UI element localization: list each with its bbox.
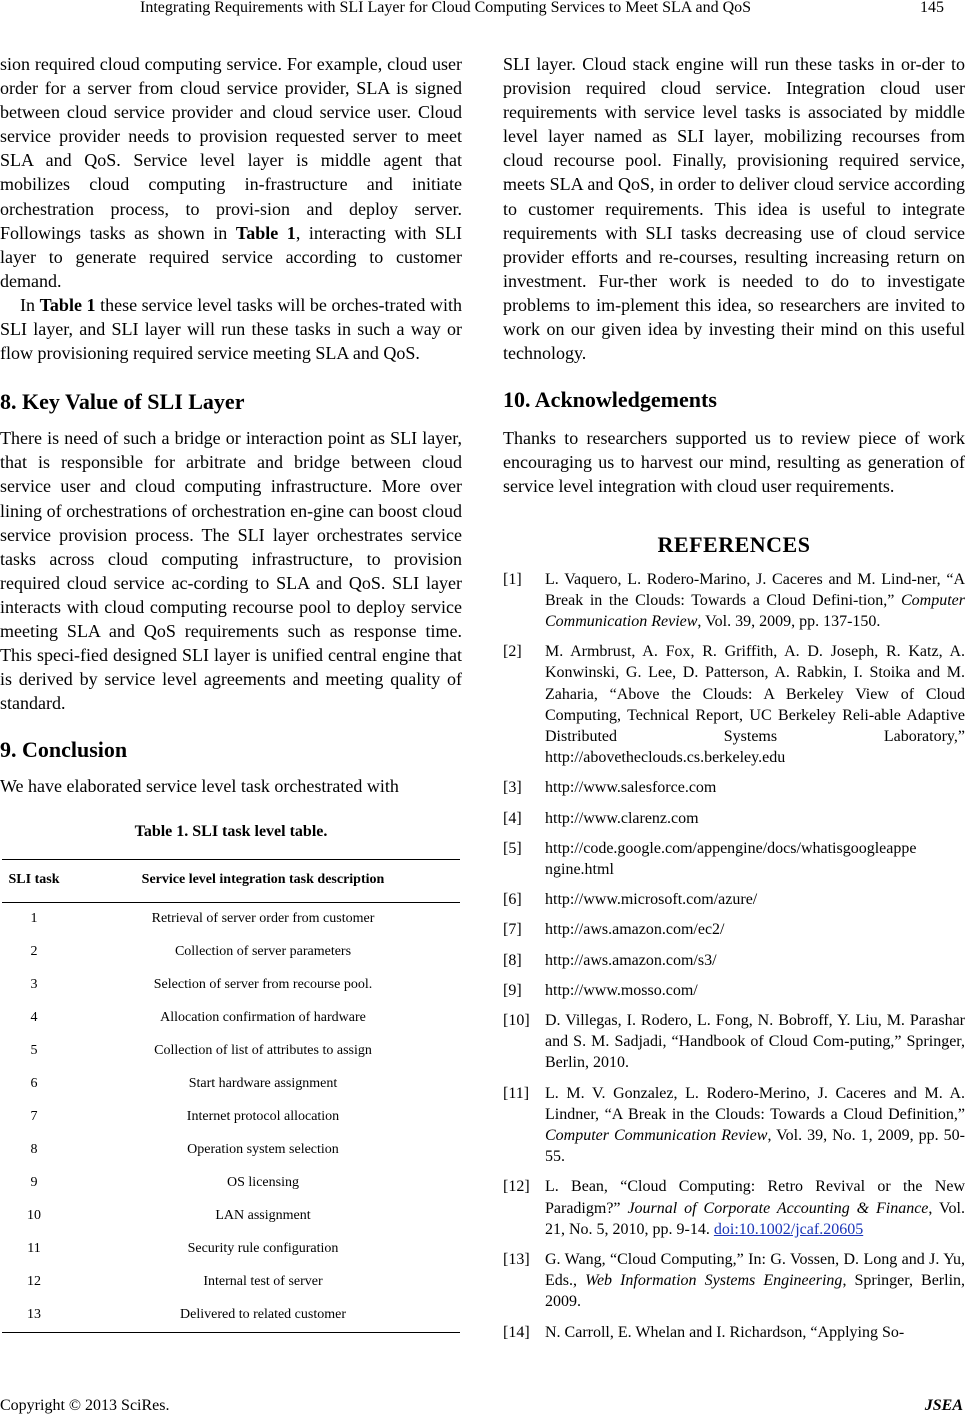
reference-item: [7] http://aws.amazon.com/ec2/	[503, 921, 725, 939]
table-row: 2 Collection of server parameters	[30, 943, 352, 959]
page-number: 145	[920, 0, 944, 16]
sli-task-table	[2, 859, 460, 1333]
table-row: 10 LAN assignment	[27, 1207, 311, 1223]
reference-item: [2] M. Armbrust, A. Fox, R. Griffith, A. D. Joseph, R. Katz, A. Konwinski, G. Lee, D. Patterson, A. Rabkin, I. Stoika and M. Zaharia, “Above the Clouds: A Berkeley View of Cloud Computing, Technical Report, UC Berkeley Reli-able Adaptive Distributed Systems Laboratory,” http://abovetheclouds.cs.berkeley.edu	[503, 643, 965, 767]
reference-item: [9] http://www.mosso.com/	[503, 981, 698, 999]
table-row: 12 Internal test of server	[27, 1273, 323, 1289]
table-header-row	[2, 859, 460, 902]
reference-item: [12] L. Bean, “Cloud Computing: Retro Revival or the New Paradigm?” Journal of Corporate Accounting & Finance, Vol. 21, No. 5, 2010, pp. 9-14. doi:10.1002/jcaf.20605	[503, 1178, 965, 1238]
table-row: 11 Security rule configuration	[27, 1240, 339, 1256]
reference-item: [1] L. Vaquero, L. Rodero-Marino, J. Caceres and M. Lind-ner, “A Break in the Clouds: Towards a Cloud Defini-tion,” Computer Communication Review, Vol. 39, 2009, pp. 137-150.	[503, 570, 965, 630]
reference-item: [3] http://www.salesforce.com	[503, 779, 717, 797]
section-heading-8: 8. Key Value of SLI Layer	[0, 389, 245, 415]
table-row: 13 Delivered to related customer	[2, 1299, 460, 1333]
column-header-task: SLI task	[2, 859, 66, 902]
paragraph-key-value: There is need of such a bridge or interaction point as SLI layer, that is responsible for arbitrate and bridge between cloud service user and cloud computing infrastructure. More over lining of orchestrations of orchestration en-gine can boost cloud service provision process. The SLI layer orchestrates service tasks across cloud computing infrastructure, to provision required cloud service ac-cording to SLA and QoS. SLI layer interacts with cloud computing recourse pool to deploy service meeting SLA and QoS requirements such as response time. This speci-fied designed SLI layer is unified central engine that is derived by service level agreements and meeting quality of standard.	[0, 428, 462, 714]
right-column	[503, 52, 965, 1352]
table-caption: Table 1. SLI task level table.	[134, 823, 328, 841]
running-header	[0, 0, 967, 23]
references-heading: REFERENCES	[657, 531, 811, 557]
table-reference: Table 1	[235, 222, 296, 243]
table-row: 9 OS licensing	[30, 1174, 299, 1190]
left-column	[0, 52, 462, 1333]
section-heading-9: 9. Conclusion	[0, 737, 128, 763]
reference-list	[503, 569, 965, 1343]
paragraph-provision: sion required cloud computing service. For example, cloud user order for a server from cloud service provider, SLA is signed between cloud service provider and cloud service user. Cloud service provider needs to provision requested server to meet SLA and QoS. Service level layer is middle agent that mobilizes cloud computing in-frastructure and initiate orchestration process, to provi-sion and deploy server. Followings tasks as shown in Table 1, interacting with SLI layer to generate required service according to customer demand.	[0, 54, 462, 291]
column-header-description: Service level integration task description	[66, 859, 460, 902]
reference-item: [10] D. Villegas, I. Rodero, L. Fong, N. Bobroff, Y. Liu, M. Parashar and S. M. Sadjadi, “Handbook of Cloud Com-puting,” Springer, Berlin, 2010.	[503, 1012, 965, 1072]
paragraph-orchestration: In Table 1 these service level tasks will be orches-trated with SLI layer, and SLI layer will run these tasks in such a way or flow provisioning required service meeting SLA and QoS.	[0, 294, 462, 364]
table-reference: Table 1	[39, 294, 96, 315]
table-row: 4 Allocation confirmation of hardware	[30, 1009, 366, 1025]
reference-item: [13] G. Wang, “Cloud Computing,” In: G. Vossen, D. Long and J. Yu, Eds., Web Information Systems Engineering, Springer, Berlin, 2009.	[503, 1251, 966, 1311]
paragraph-sli-layer: SLI layer. Cloud stack engine will run these tasks in or-der to provision required cloud service. Integration cloud user requirements with service level tasks is associated by middle level layer named as SLI layer, mobilizing recourses from cloud recourse pool. Finally, provisioning required service, meets SLA and QoS, in order to deliver cloud service according to customer requirements. This idea is useful to integrate requirements with SLI tasks decreasing use of cloud service provider efforts and re-courses, resulting increasing return on investment. Fur-ther work is needed to do to investigate problems to im-plement this idea, so researchers are invited to work on our given idea by investing their mind on this useful technology.	[503, 54, 965, 364]
reference-item: [8] http://aws.amazon.com/s3/	[503, 951, 717, 969]
table-row: 8 Operation system selection	[30, 1141, 339, 1157]
reference-item: [11] L. M. V. Gonzalez, L. Rodero-Merino, J. Caceres and M. A. Lindner, “A Break in the Clouds: Towards a Cloud Definition,” Computer Communication Review, Vol. 39, No. 1, 2009, pp. 50-55.	[503, 1084, 966, 1166]
reference-item: [6] http://www.microsoft.com/azure/	[503, 891, 758, 909]
section-heading-10: 10. Acknowledgements	[503, 387, 717, 413]
reference-item: [14] N. Carroll, E. Whelan and I. Richardson, “Applying So-	[503, 1323, 905, 1341]
table-row: 1 Retrieval of server order from customer	[30, 910, 375, 926]
table-row: 7 Internet protocol allocation	[30, 1108, 340, 1124]
copyright-notice: Copyright © 2013 SciRes.	[0, 1397, 170, 1414]
table-row: 6 Start hardware assignment	[30, 1075, 338, 1091]
paragraph-conclusion: We have elaborated service level task orchestrated with	[0, 776, 399, 797]
reference-item: [5] http://code.google.com/appengine/docs/whatisgoogleappe ngine.html	[503, 839, 917, 879]
paragraph-acknowledgements: Thanks to researchers supported us to review piece of work encouraging us to harvest our mind, resulting as generation of service level integration with cloud user requirements.	[503, 428, 965, 497]
table-row: 3 Selection of server from recourse pool.	[30, 976, 373, 992]
reference-item: [4] http://www.clarenz.com	[503, 809, 699, 827]
doi-link[interactable]: doi:10.1002/jcaf.20605	[713, 1220, 864, 1238]
table-row: 5 Collection of list of attributes to assign	[30, 1042, 372, 1058]
journal-name: JSEA	[924, 1397, 963, 1414]
running-title: Integrating Requirements with SLI Layer for Cloud Computing Services to Meet SLA and QoS	[140, 0, 752, 16]
